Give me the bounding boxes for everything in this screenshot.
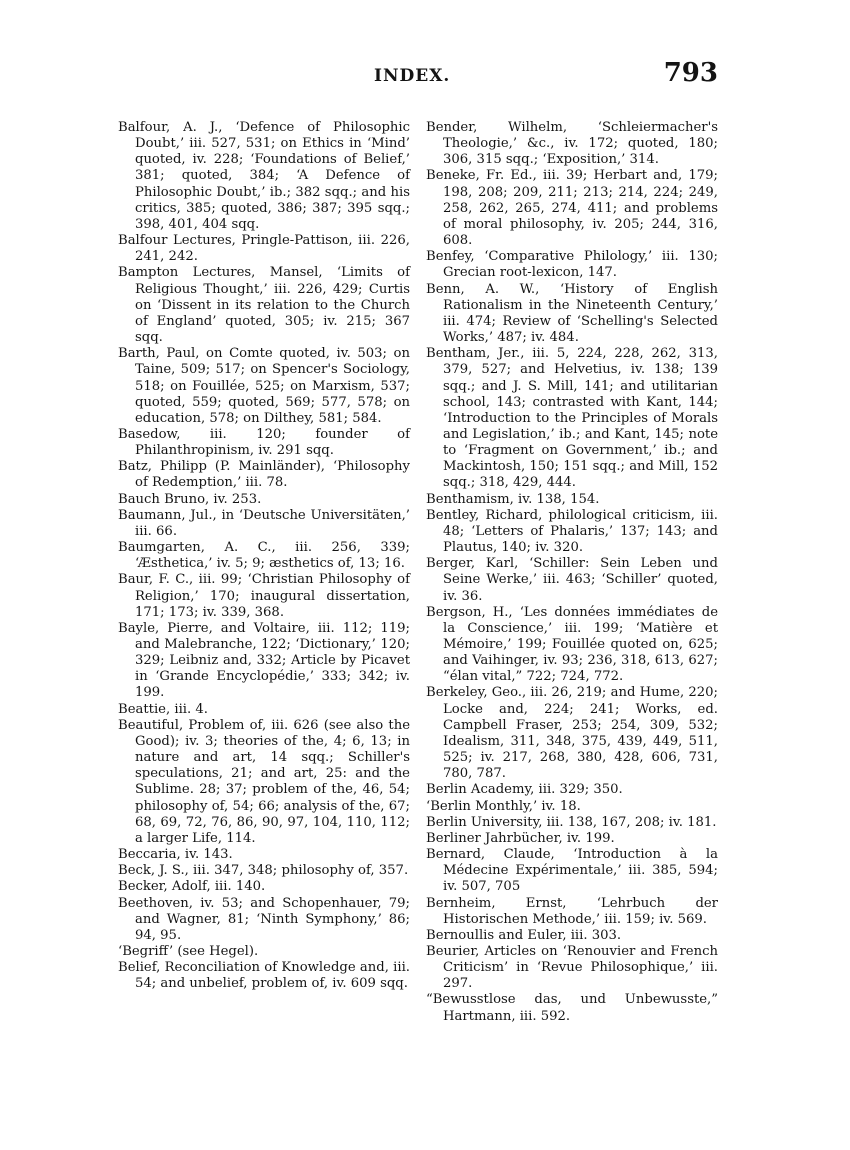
page-header [118, 58, 718, 102]
running-title: INDEX. [374, 66, 451, 86]
index-entry: Beccaria, iv. 143. [118, 847, 233, 863]
index-entry: Beattie, iii. 4. [118, 701, 208, 717]
index-entry: Bender, Wilhelm, ‘Schleiermacher's Theologie,’ &c., iv. 172; quoted, 180; 306, 315 sqq.; ‘Exposition,’ 314. [426, 120, 718, 168]
index-entry: Benn, A. W., ‘History of English Rationalism in the Nineteenth Century,’ iii. 474; Review of ‘Schelling's Selected Works,’ 487; iv. 484. [426, 281, 718, 346]
index-entry: Becker, Adolf, iii. 140. [118, 879, 266, 895]
index-entry: Bentley, Richard, philological criticism, iii. 48; ‘Letters of Phalaris,’ 137; 143; and Plautus, 140; iv. 320. [426, 507, 718, 556]
index-entry: Balfour, A. J., ‘Defence of Philosophic Doubt,’ iii. 527, 531; on Ethics in ‘Mind’ quoted, iv. 228; ‘Foundations of Belief,’ 381; quoted, 384; ‘A Defence of Philosophic Doubt,’ ib.; 382 sqq.; and his critics, 385; quoted, 386; 387; 395 sqq.; 398, 401, 404 sqq. [118, 120, 410, 232]
index-entry: Belief, Reconciliation of Knowledge and, iii. 54; and unbelief, problem of, iv. 609 sqq. [118, 960, 410, 992]
index-entry: Bauch Bruno, iv. 253. [118, 491, 262, 507]
index-entry: Bernoullis and Euler, iii. 303. [426, 927, 622, 943]
index-entry: Baumann, Jul., in ‘Deutsche Universitäten,’ iii. 66. [118, 507, 410, 539]
index-entry: Batz, Philipp (P. Mainländer), ‘Philosophy of Redemption,’ iii. 78. [118, 459, 410, 491]
index-entry: Baumgarten, A. C., iii. 256, 339; ‘Æsthetica,’ iv. 5; 9; æsthetics of, 13; 16. [118, 540, 410, 572]
index-entry: Bernheim, Ernst, ‘Lehrbuch der Historischen Methode,’ iii. 159; iv. 569. [426, 895, 718, 927]
index-column-right [426, 120, 718, 1025]
index-entry: Berliner Jahrbücher, iv. 199. [426, 830, 615, 846]
index-entry: Bampton Lectures, Mansel, ‘Limits of Religious Thought,’ iii. 226, 429; Curtis on ‘Dissent in its relation to the Church of England’ quoted, 305; iv. 215; 367 sqq. [118, 265, 410, 346]
index-column-left [118, 120, 410, 992]
page-number: 793 [663, 58, 718, 88]
index-entry: “Bewusstlose das, und Unbewusste,” Hartmann, iii. 592. [426, 992, 718, 1024]
index-entry: Beneke, Fr. Ed., iii. 39; Herbart and, 179; 198, 208; 209, 211; 213; 214, 224; 249, 258, 262, 265, 274, 411; and problems of moral philosophy, iv. 205; 244, 316, 608. [426, 168, 718, 249]
index-entry: Berlin Academy, iii. 329; 350. [426, 782, 623, 798]
index-entry: Bergson, H., ‘Les données immédiates de la Conscience,’ iii. 199; ‘Matière et Mémoire,’ 199; Fouillée quoted on, 625; and Vaihinger, iv. 93; 236, 318, 613, 627; “élan vital,” 722; 724, 772. [426, 604, 718, 685]
index-entry: Beautiful, Problem of, iii. 626 (see also the Good); iv. 3; theories of the, 4; 6, 13; in nature and art, 14 sqq.; Schiller's speculations, 21; and art, 25: and the Sublime. 28; 37; problem of the, 46, 54; philosophy of, 54; 66; analysis of the, 67; 68, 69, 72, 76, 86, 90, 97, 104, 110, 112; a larger Life, 114. [118, 717, 410, 846]
index-entry: ‘Begriff’ (see Hegel). [118, 943, 259, 959]
index-entry: ‘Berlin Monthly,’ iv. 18. [426, 798, 581, 814]
index-entry: Berger, Karl, ‘Schiller: Sein Leben und Seine Werke,’ iii. 463; ‘Schiller’ quoted, iv. 36. [426, 556, 718, 604]
index-entry: Beurier, Articles on ‘Renouvier and French Criticism’ in ‘Revue Philosophique,’ iii. 297. [426, 943, 718, 992]
index-entry: Benfey, ‘Comparative Philology,’ iii. 130; Grecian root-lexicon, 147. [426, 249, 718, 281]
index-entry: Benthamism, iv. 138, 154. [426, 491, 600, 507]
index-entry: Balfour Lectures, Pringle-Pattison, iii. 226, 241, 242. [118, 233, 410, 265]
index-entry: Barth, Paul, on Comte quoted, iv. 503; on Taine, 509; 517; on Spencer's Sociology, 518; on Fouillée, 525; on Marxism, 537; quoted, 559; quoted, 569; 577, 578; on education, 578; on Dilthey, 581; 584. [118, 346, 410, 426]
index-entry: Baur, F. C., iii. 99; ‘Christian Philosophy of Religion,’ 170; inaugural dissertation, 171; 173; iv. 339, 368. [118, 572, 410, 620]
index-entry: Bayle, Pierre, and Voltaire, iii. 112; 119; and Malebranche, 122; ‘Dictionary,’ 120; 329; Leibniz and, 332; Article by Picavet in ‘Grande Encyclopédie,’ 333; 342; iv. 199. [118, 620, 410, 701]
index-entry: Beck, J. S., iii. 347, 348; philosophy of, 357. [118, 863, 409, 879]
index-entry: Beethoven, iv. 53; and Schopenhauer, 79; and Wagner, 81; ‘Ninth Symphony,’ 86; 94, 95. [118, 895, 410, 943]
index-entry: Basedow, iii. 120; founder of Philanthropinism, iv. 291 sqq. [118, 426, 410, 459]
index-entry: Berlin University, iii. 138, 167, 208; iv. 181. [426, 814, 717, 830]
index-entry: Bentham, Jer., iii. 5, 224, 228, 262, 313, 379, 527; and Helvetius, iv. 138; 139 sqq.; and J. S. Mill, 141; and utilitarian school, 143; contrasted with Kant, 144; ‘Introduction to the Principles of Morals and Legislation,’ ib.; and Kant, 145; note to ‘Fragment on Government,’ ib.; and Mackintosh, 150; 151 sqq.; and Mill, 152 sqq.; 318, 429, 444. [426, 346, 718, 491]
index-entry: Bernard, Claude, ‘Introduction à la Médecine Expérimentale,’ iii. 385, 594; iv. 507, 705 [426, 847, 718, 895]
index-entry: Berkeley, Geo., iii. 26, 219; and Hume, 220; Locke and, 224; 241; Works, ed. Campbell Fraser, 253; 254, 309, 532; Idealism, 311, 348, 375, 439, 449, 511, 525; iv. 217, 268, 380, 428, 606, 731, 780, 787. [426, 685, 718, 782]
